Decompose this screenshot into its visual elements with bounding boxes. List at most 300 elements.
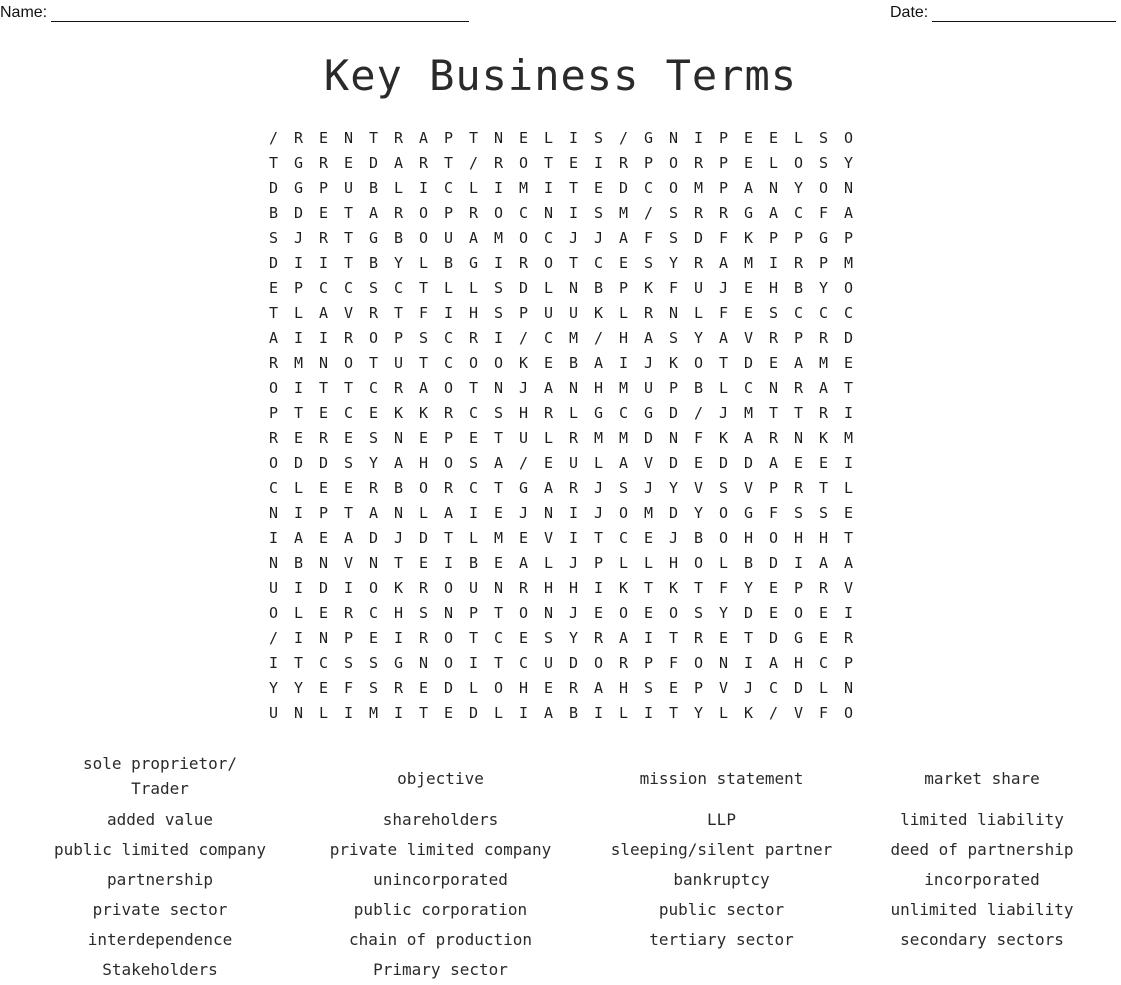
grid-letter: O xyxy=(693,553,704,572)
grid-letter: / xyxy=(268,628,279,647)
grid-letter: R xyxy=(293,128,304,147)
grid-letter: M xyxy=(643,503,654,522)
grid-letter: T xyxy=(718,353,729,372)
grid-letter: M xyxy=(693,178,704,197)
grid-letter: F xyxy=(418,303,429,322)
word-bank-cell xyxy=(20,834,300,864)
grid-letter: F xyxy=(668,653,679,672)
grid-letter: E xyxy=(293,428,304,447)
grid-letter: A xyxy=(368,203,379,222)
grid-letter: F xyxy=(818,703,829,722)
grid-letter: D xyxy=(268,178,279,197)
grid-letter: M xyxy=(293,353,304,372)
grid-letter: M xyxy=(818,353,829,372)
grid-letter: T xyxy=(668,628,679,647)
grid-letter: R xyxy=(693,628,704,647)
grid-letter: M xyxy=(493,228,504,247)
grid-letter: A xyxy=(718,253,729,272)
grid-letter: O xyxy=(793,153,804,172)
grid-letter: D xyxy=(743,453,754,472)
grid-letter: M xyxy=(618,428,629,447)
word-bank-item: sole proprietor/ Trader xyxy=(82,754,238,798)
grid-letter: C xyxy=(443,328,454,347)
grid-letter: S xyxy=(768,303,779,322)
grid-letter: E xyxy=(318,603,329,622)
grid-letter: R xyxy=(618,653,629,672)
grid-letter: I xyxy=(343,703,354,722)
grid-letter: N xyxy=(318,628,329,647)
word-bank-cell xyxy=(300,752,581,804)
grid-letter: O xyxy=(418,478,429,497)
grid-letter: P xyxy=(518,303,529,322)
grid-letter: N xyxy=(768,378,779,397)
grid-letter: D xyxy=(718,453,729,472)
word-bank-cell xyxy=(300,864,581,894)
grid-letter: A xyxy=(643,328,654,347)
grid-letter: P xyxy=(793,228,804,247)
grid-letter: G xyxy=(743,203,754,222)
grid-letter: R xyxy=(468,328,479,347)
grid-letter: E xyxy=(318,203,329,222)
grid-letter: D xyxy=(843,328,854,347)
grid-letter: E xyxy=(543,678,554,697)
grid-letter: O xyxy=(268,378,279,397)
grid-letter: C xyxy=(618,528,629,547)
grid-letter: O xyxy=(668,603,679,622)
grid-letter: L xyxy=(418,253,429,272)
word-bank-cell xyxy=(581,834,862,864)
grid-letter: D xyxy=(668,503,679,522)
grid-letter: K xyxy=(668,578,679,597)
grid-letter: O xyxy=(818,178,829,197)
grid-letter: R xyxy=(593,628,604,647)
grid-letter: I xyxy=(443,303,454,322)
grid-letter: H xyxy=(393,603,404,622)
grid-letter: R xyxy=(468,203,479,222)
grid-letter: O xyxy=(518,603,529,622)
grid-letter: L xyxy=(468,178,479,197)
grid-letter: T xyxy=(493,603,504,622)
grid-letter: B xyxy=(393,478,404,497)
word-bank-cell xyxy=(300,894,581,924)
grid-letter: O xyxy=(543,253,554,272)
grid-letter: I xyxy=(393,628,404,647)
grid-letter: D xyxy=(468,703,479,722)
grid-letter: Y xyxy=(743,578,754,597)
grid-letter: S xyxy=(368,653,379,672)
grid-letter: I xyxy=(593,153,604,172)
grid-letter: O xyxy=(668,178,679,197)
grid-letter: N xyxy=(418,653,429,672)
grid-letter: C xyxy=(318,653,329,672)
grid-letter: A xyxy=(443,503,454,522)
grid-letter: A xyxy=(818,553,829,572)
grid-letter: O xyxy=(343,353,354,372)
grid-letter: C xyxy=(593,253,604,272)
grid-letter: M xyxy=(593,428,604,447)
grid-letter: Y xyxy=(668,478,679,497)
grid-letter: I xyxy=(393,703,404,722)
grid-letter: T xyxy=(643,578,654,597)
grid-letter: I xyxy=(443,553,454,572)
grid-letter: B xyxy=(368,253,379,272)
word-bank-item: Stakeholders xyxy=(102,959,218,979)
grid-letter: M xyxy=(743,253,754,272)
word-bank-item: sleeping/silent partner xyxy=(610,839,833,859)
grid-letter: N xyxy=(543,503,554,522)
grid-letter: A xyxy=(593,678,604,697)
grid-letter: J xyxy=(593,478,604,497)
grid-letter: L xyxy=(418,503,429,522)
grid-letter: B xyxy=(293,553,304,572)
grid-letter: M xyxy=(493,528,504,547)
grid-letter: / xyxy=(643,203,654,222)
grid-letter: T xyxy=(593,528,604,547)
grid-letter: C xyxy=(543,228,554,247)
grid-letter: A xyxy=(543,378,554,397)
date-line[interactable] xyxy=(932,6,1116,22)
grid-letter: S xyxy=(493,403,504,422)
grid-letter: C xyxy=(443,353,454,372)
grid-letter: H xyxy=(518,403,529,422)
grid-letter: E xyxy=(468,428,479,447)
grid-letter: G xyxy=(518,478,529,497)
grid-letter: N xyxy=(793,428,804,447)
grid-letter: S xyxy=(268,228,279,247)
grid-letter: N xyxy=(718,653,729,672)
grid-letter: J xyxy=(743,678,754,697)
grid-letter: K xyxy=(618,578,629,597)
grid-letter: N xyxy=(318,353,329,372)
grid-letter: E xyxy=(818,628,829,647)
grid-letter: V xyxy=(743,478,754,497)
grid-letter: F xyxy=(718,578,729,597)
grid-letter: N xyxy=(393,428,404,447)
grid-letter: I xyxy=(768,253,779,272)
grid-letter: P xyxy=(643,653,654,672)
grid-letter: G xyxy=(293,153,304,172)
grid-letter: S xyxy=(668,203,679,222)
grid-letter: E xyxy=(593,603,604,622)
grid-letter: T xyxy=(768,403,779,422)
grid-letter: J xyxy=(593,503,604,522)
grid-letter: Y xyxy=(693,503,704,522)
grid-letter: I xyxy=(293,628,304,647)
grid-letter: A xyxy=(343,528,354,547)
grid-letter: E xyxy=(493,503,504,522)
grid-letter: S xyxy=(618,478,629,497)
grid-letter: L xyxy=(468,278,479,297)
word-bank-item: added value xyxy=(107,809,213,829)
grid-letter: E xyxy=(768,578,779,597)
grid-letter: P xyxy=(718,153,729,172)
grid-letter: G xyxy=(643,128,654,147)
grid-letter: N xyxy=(568,278,579,297)
grid-letter: Y xyxy=(793,178,804,197)
name-field[interactable] xyxy=(0,4,469,22)
grid-letter: R xyxy=(693,203,704,222)
grid-letter: I xyxy=(293,328,304,347)
grid-letter: C xyxy=(793,303,804,322)
grid-letter: K xyxy=(518,353,529,372)
grid-letter: R xyxy=(343,603,354,622)
grid-letter: R xyxy=(568,678,579,697)
grid-letter: E xyxy=(418,428,429,447)
grid-letter: E xyxy=(818,453,829,472)
grid-letter: P xyxy=(443,128,454,147)
grid-letter: V xyxy=(693,478,704,497)
grid-letter: D xyxy=(768,553,779,572)
grid-letter: L xyxy=(793,128,804,147)
grid-letter: S xyxy=(468,453,479,472)
grid-letter: P xyxy=(793,328,804,347)
word-bank-cell xyxy=(862,894,1102,924)
grid-letter: E xyxy=(618,253,629,272)
grid-letter: D xyxy=(518,278,529,297)
grid-letter: N xyxy=(668,428,679,447)
grid-letter: R xyxy=(393,128,404,147)
grid-letter: T xyxy=(343,228,354,247)
grid-letter: R xyxy=(518,578,529,597)
grid-letter: R xyxy=(793,253,804,272)
grid-letter: C xyxy=(468,478,479,497)
grid-letter: J xyxy=(518,503,529,522)
grid-letter: H xyxy=(668,553,679,572)
grid-letter: E xyxy=(368,628,379,647)
grid-letter: T xyxy=(343,203,354,222)
grid-letter: P xyxy=(718,178,729,197)
grid-letter: J xyxy=(643,478,654,497)
grid-letter: O xyxy=(368,328,379,347)
grid-letter: H xyxy=(418,453,429,472)
grid-letter: T xyxy=(468,378,479,397)
grid-letter: / xyxy=(268,128,279,147)
grid-letter: G xyxy=(293,178,304,197)
grid-letter: I xyxy=(518,703,529,722)
grid-letter: E xyxy=(443,703,454,722)
grid-letter: K xyxy=(743,703,754,722)
grid-letter: I xyxy=(543,178,554,197)
grid-letter: T xyxy=(668,703,679,722)
grid-letter: A xyxy=(293,528,304,547)
grid-letter: L xyxy=(543,553,554,572)
word-bank-item: deed of partnership xyxy=(890,839,1074,859)
grid-letter: T xyxy=(418,353,429,372)
grid-letter: S xyxy=(643,253,654,272)
grid-letter: P xyxy=(643,153,654,172)
grid-letter: T xyxy=(343,503,354,522)
name-label: Name: xyxy=(0,4,48,21)
grid-letter: O xyxy=(718,503,729,522)
grid-letter: N xyxy=(268,553,279,572)
grid-letter: N xyxy=(318,553,329,572)
grid-letter: / xyxy=(768,703,779,722)
grid-letter: M xyxy=(843,253,854,272)
grid-letter: R xyxy=(368,478,379,497)
grid-letter: D xyxy=(268,253,279,272)
grid-letter: R xyxy=(818,328,829,347)
grid-letter: N xyxy=(543,603,554,622)
grid-letter: I xyxy=(568,528,579,547)
date-field[interactable] xyxy=(890,4,1116,22)
grid-letter: N xyxy=(393,503,404,522)
grid-letter: H xyxy=(793,528,804,547)
grid-letter: C xyxy=(318,278,329,297)
grid-letter: R xyxy=(543,403,554,422)
grid-letter: / xyxy=(468,153,479,172)
grid-letter: O xyxy=(693,653,704,672)
grid-letter: O xyxy=(793,603,804,622)
grid-letter: O xyxy=(468,353,479,372)
grid-letter: T xyxy=(693,578,704,597)
grid-letter: Y xyxy=(368,453,379,472)
grid-letter: / xyxy=(593,328,604,347)
grid-letter: S xyxy=(643,678,654,697)
grid-letter: S xyxy=(593,203,604,222)
page-title: Key Business Terms xyxy=(323,51,798,100)
word-bank xyxy=(20,752,1120,984)
grid-letter: I xyxy=(693,128,704,147)
grid-letter: C xyxy=(468,403,479,422)
grid-letter: R xyxy=(393,378,404,397)
grid-letter: J xyxy=(593,228,604,247)
grid-letter: Y xyxy=(268,678,279,697)
grid-letter: P xyxy=(768,228,779,247)
grid-letter: K xyxy=(643,278,654,297)
grid-letter: A xyxy=(418,128,429,147)
grid-letter: R xyxy=(693,153,704,172)
grid-letter: L xyxy=(443,278,454,297)
grid-letter: E xyxy=(768,128,779,147)
grid-letter: D xyxy=(743,603,754,622)
word-bank-item: market share xyxy=(924,768,1040,788)
grid-letter: Y xyxy=(843,153,854,172)
grid-letter: O xyxy=(593,653,604,672)
grid-letter: L xyxy=(568,403,579,422)
grid-letter: L xyxy=(493,703,504,722)
grid-letter: J xyxy=(568,603,579,622)
grid-letter: O xyxy=(443,578,454,597)
grid-letter: N xyxy=(343,128,354,147)
grid-letter: P xyxy=(818,253,829,272)
grid-letter: E xyxy=(793,453,804,472)
grid-letter: U xyxy=(568,303,579,322)
word-bank-item: Primary sector xyxy=(373,959,508,979)
grid-letter: B xyxy=(568,353,579,372)
grid-letter: P xyxy=(593,553,604,572)
grid-letter: O xyxy=(718,528,729,547)
grid-letter: P xyxy=(618,278,629,297)
grid-letter: H xyxy=(543,578,554,597)
grid-letter: R xyxy=(268,353,279,372)
grid-letter: H xyxy=(743,528,754,547)
grid-letter: O xyxy=(768,528,779,547)
grid-letter: O xyxy=(443,378,454,397)
grid-letter: U xyxy=(268,703,279,722)
grid-letter: S xyxy=(593,128,604,147)
grid-letter: / xyxy=(618,128,629,147)
grid-letter: D xyxy=(368,153,379,172)
word-bank-cell xyxy=(581,894,862,924)
grid-letter: F xyxy=(693,428,704,447)
name-line[interactable] xyxy=(51,6,469,22)
word-bank-item: objective xyxy=(397,768,484,788)
grid-letter: P xyxy=(393,328,404,347)
grid-letter: T xyxy=(418,703,429,722)
grid-letter: I xyxy=(568,503,579,522)
grid-letter: R xyxy=(518,253,529,272)
grid-letter: L xyxy=(318,703,329,722)
word-bank-item: unlimited liability xyxy=(890,899,1074,919)
grid-letter: I xyxy=(743,653,754,672)
grid-letter: L xyxy=(718,553,729,572)
grid-letter: I xyxy=(493,178,504,197)
grid-letter: R xyxy=(818,403,829,422)
grid-letter: T xyxy=(318,378,329,397)
grid-letter: D xyxy=(693,228,704,247)
grid-letter: E xyxy=(518,528,529,547)
grid-letter: L xyxy=(393,178,404,197)
grid-letter: T xyxy=(493,478,504,497)
grid-letter: H xyxy=(593,378,604,397)
grid-letter: P xyxy=(443,428,454,447)
word-bank-cell xyxy=(20,924,300,954)
grid-letter: M xyxy=(618,203,629,222)
grid-letter: E xyxy=(268,278,279,297)
grid-letter: L xyxy=(543,428,554,447)
grid-letter: U xyxy=(543,653,554,672)
grid-letter: P xyxy=(318,178,329,197)
grid-letter: S xyxy=(493,303,504,322)
grid-letter: C xyxy=(768,678,779,697)
grid-letter: Y xyxy=(293,678,304,697)
grid-letter: J xyxy=(718,278,729,297)
grid-letter: I xyxy=(843,453,854,472)
grid-letter: U xyxy=(643,378,654,397)
word-search-grid xyxy=(261,125,861,725)
grid-letter: D xyxy=(318,453,329,472)
grid-letter: I xyxy=(593,703,604,722)
grid-letter: U xyxy=(268,578,279,597)
grid-letter: U xyxy=(568,453,579,472)
word-bank-item: public limited company xyxy=(54,839,266,859)
grid-letter: E xyxy=(668,678,679,697)
grid-letter: C xyxy=(343,278,354,297)
grid-letter: R xyxy=(718,203,729,222)
grid-letter: K xyxy=(393,403,404,422)
grid-letter: J xyxy=(643,353,654,372)
grid-letter: P xyxy=(793,578,804,597)
grid-letter: B xyxy=(793,278,804,297)
grid-letter: R xyxy=(443,403,454,422)
grid-letter: R xyxy=(393,203,404,222)
grid-letter: G xyxy=(643,403,654,422)
grid-letter: O xyxy=(493,678,504,697)
grid-letter: I xyxy=(268,653,279,672)
grid-letter: B xyxy=(393,228,404,247)
grid-letter: O xyxy=(368,578,379,597)
grid-letter: L xyxy=(618,703,629,722)
grid-letter: A xyxy=(543,703,554,722)
grid-letter: D xyxy=(668,403,679,422)
grid-letter: R xyxy=(343,328,354,347)
grid-letter: H xyxy=(818,528,829,547)
grid-letter: D xyxy=(418,528,429,547)
grid-letter: I xyxy=(293,578,304,597)
grid-letter: T xyxy=(343,378,354,397)
word-bank-cell xyxy=(862,864,1102,894)
grid-letter: I xyxy=(343,578,354,597)
